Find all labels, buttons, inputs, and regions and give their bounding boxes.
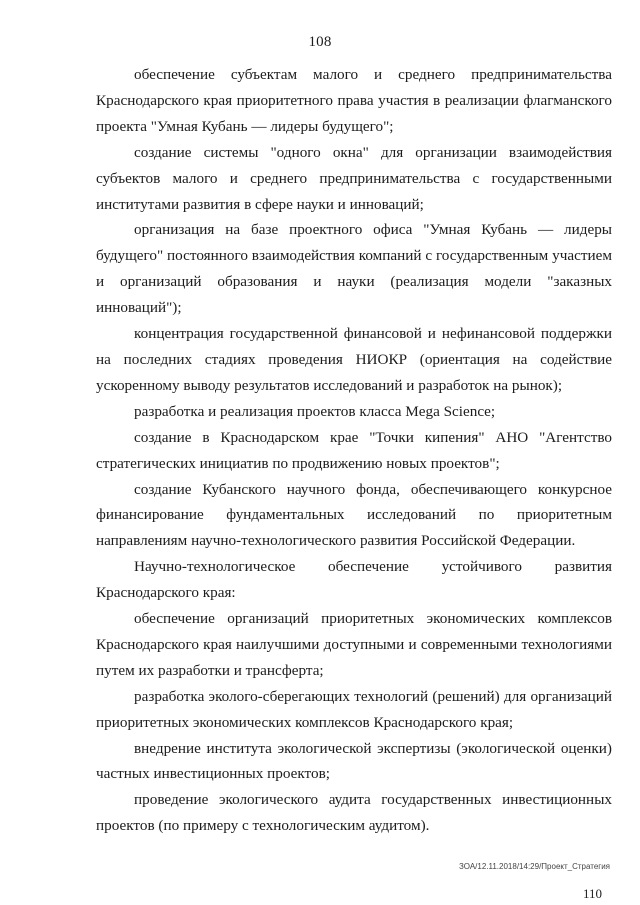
paragraph: создание системы "одного окна" для организации взаимодействия субъектов малого и среднего предпринимательства с государственными институтами развития в сфере науки и инноваций; (96, 143, 612, 213)
paragraph: разработка и реализация проектов класса Mega Science; (134, 402, 496, 420)
paragraph: создание в Краснодарском крае "Точки кипения" АНО "Агентство стратегических инициатив по продвижению новых проектов"; (96, 428, 612, 472)
section-paragraph: Научно-технологическое обеспечение устойчивого развития Краснодарского края: (96, 558, 612, 602)
paragraph: разработка эколого-сберегающих технологий (решений) для организаций приоритетных экономических комплексов Краснодарского края; (96, 687, 612, 731)
body-text (96, 62, 612, 839)
paragraph: внедрение института экологической экспертизы (экологической оценки) частных инвестиционных проектов; (96, 739, 612, 783)
footer-file-reference: ЗОА/12.11.2018/14:29/Проект_Стратегия (459, 862, 610, 871)
paragraph: проведение экологического аудита государственных инвестиционных проектов (по примеру с технологическим аудитом). (96, 791, 612, 835)
page-number: 108 (308, 34, 332, 50)
paragraph: организация на базе проектного офиса "Умная Кубань — лидеры будущего" постоянного взаимодействия компаний с государственным участием и организаций образования и науки (реализация модели "заказных инноваций"); (96, 221, 612, 317)
paragraph: создание Кубанского научного фонда, обеспечивающего конкурсное финансирование фундаментальных исследований по приоритетным направлениям научно-технологического развития Российской Федерации. (96, 480, 612, 550)
paragraph: обеспечение организаций приоритетных экономических комплексов Краснодарского края наилучшими доступными и современными технологиями путем их разработки и трансферта; (96, 610, 612, 679)
paragraph: концентрация государственной финансовой и нефинансовой поддержки на последних стадиях проведения НИОКР (ориентация на содействие ускоренному выводу результатов исследований и разработок на рынок); (96, 325, 612, 394)
next-page-number: 110 (582, 886, 602, 901)
paragraph: обеспечение субъектам малого и среднего предпринимательства Краснодарского края приоритетного права участия в реализации флагманского проекта "Умная Кубань — лидеры будущего"; (96, 66, 612, 135)
